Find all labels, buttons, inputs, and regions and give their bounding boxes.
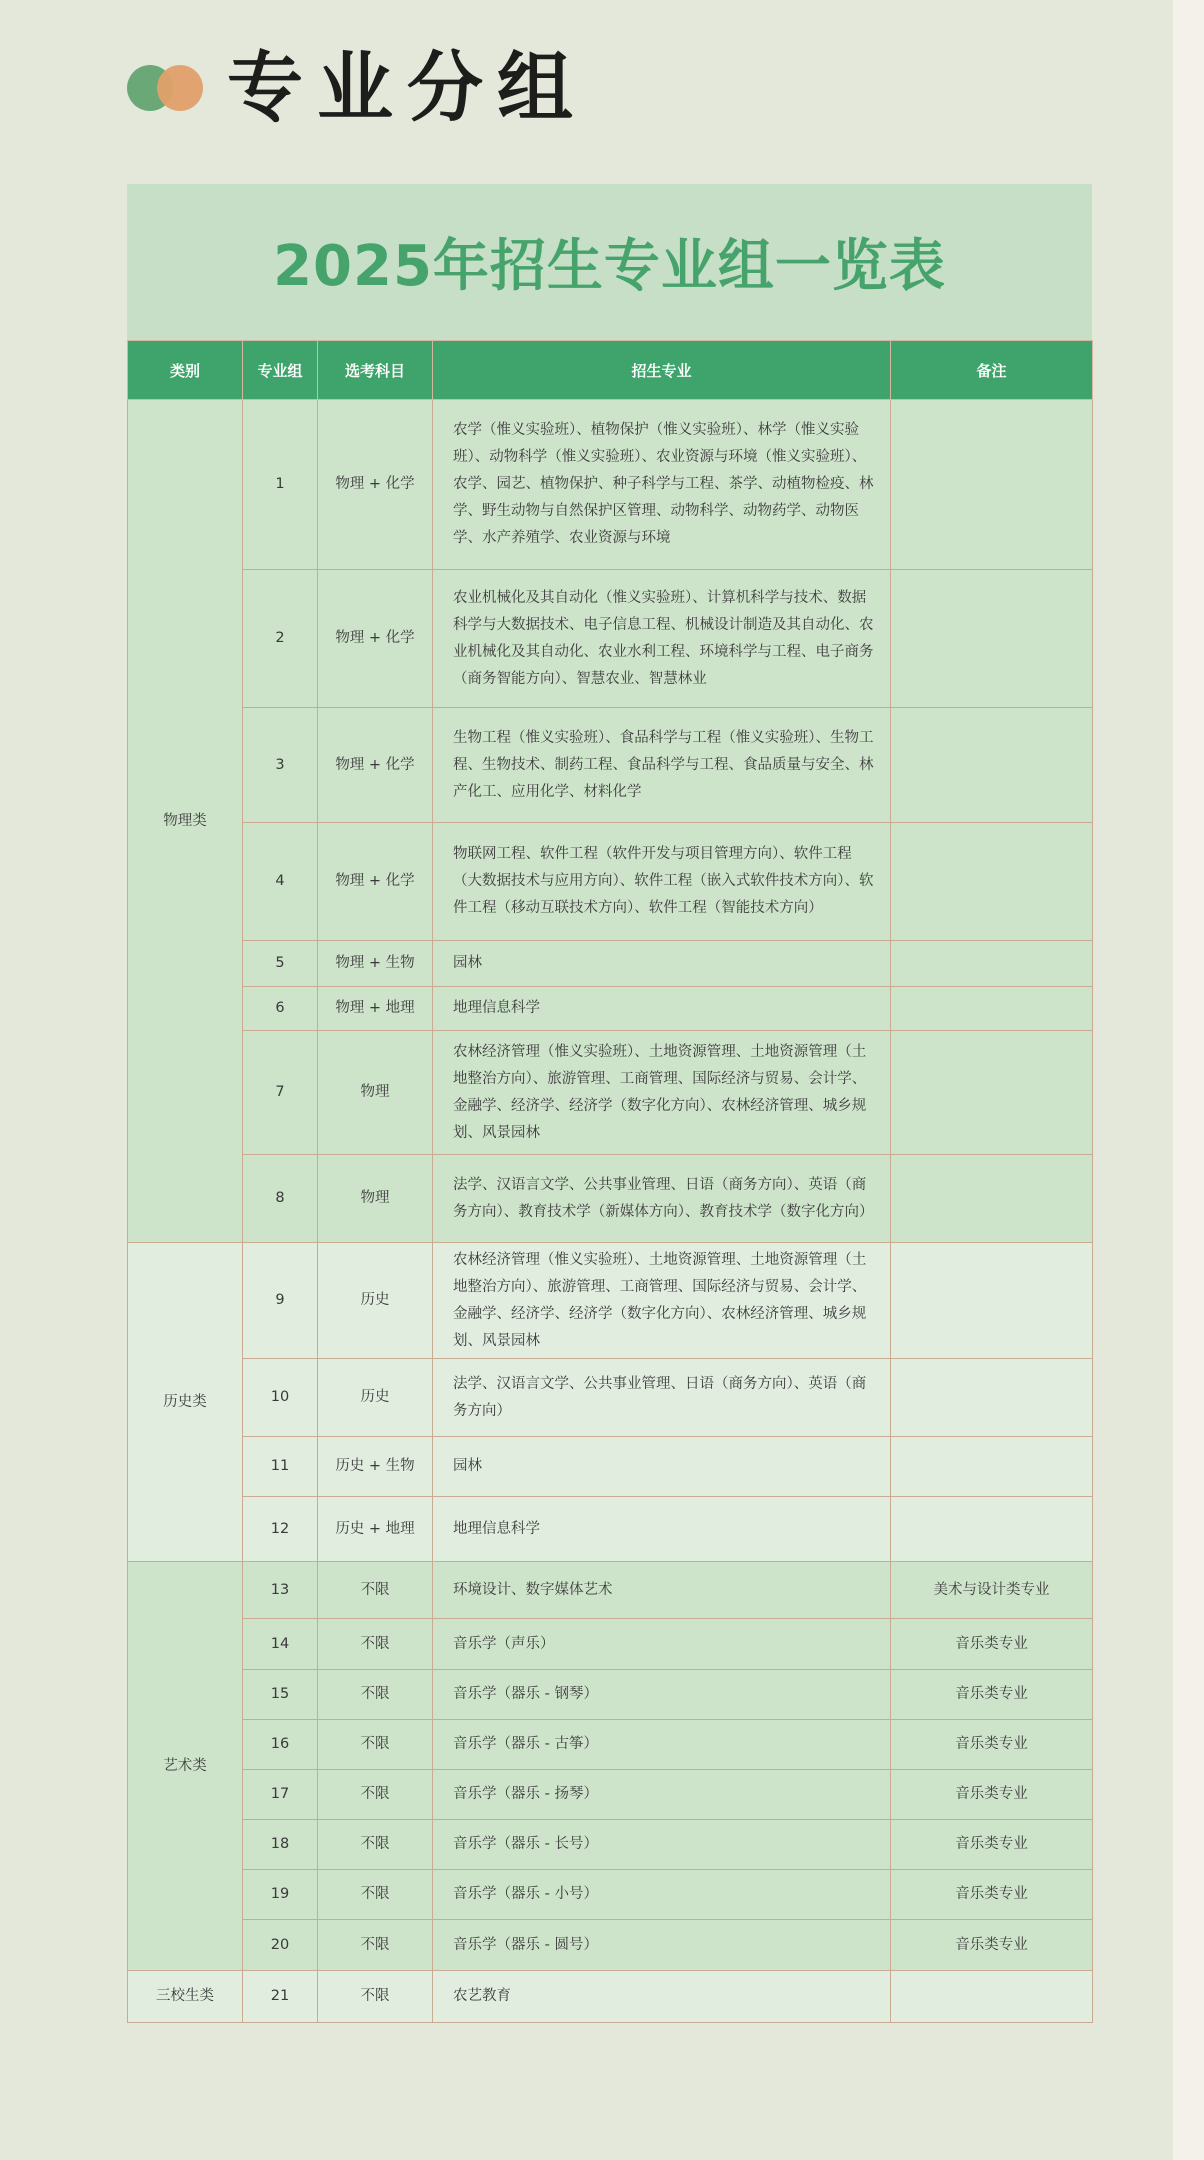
subjects-cell: 历史 + 生物 [318,1437,433,1497]
note-cell [891,941,1093,987]
majors-cell: 农业机械化及其自动化（惟义实验班）、计算机科学与技术、数据科学与大数据技术、电子信息工程、机械设计制造及其自动化、农业机械化及其自动化、农业水利工程、环境科学与工程、电子商务（商务智能方向）、智慧农业、智慧林业 [433,570,891,708]
subjects-cell: 历史 + 地理 [318,1497,433,1562]
note-cell [891,1437,1093,1497]
column-header-group: 专业组 [243,341,318,400]
note-cell [891,1497,1093,1562]
group-number: 13 [243,1562,318,1619]
majors-cell: 生物工程（惟义实验班）、食品科学与工程（惟义实验班）、生物工程、生物技术、制药工程、食品科学与工程、食品质量与安全、林产化工、应用化学、材料化学 [433,708,891,823]
group-number: 5 [243,941,318,987]
group-number: 2 [243,570,318,708]
table-row [128,1497,1093,1562]
subjects-cell: 不限 [318,1619,433,1670]
category-cell-art: 艺术类 [128,1562,243,1971]
table-row [128,1562,1093,1619]
note-cell: 音乐类专业 [891,1720,1093,1770]
table-row [128,1920,1093,1971]
table-row [128,570,1093,708]
table-row [128,823,1093,941]
table-row [128,1820,1093,1870]
majors-cell: 农林经济管理（惟义实验班）、土地资源管理、土地资源管理（土地整治方向）、旅游管理、工商管理、国际经济与贸易、会计学、金融学、经济学、经济学（数字化方向）、农林经济管理、城乡规划、风景园林 [433,1031,891,1155]
table-row [128,1770,1093,1820]
group-number: 9 [243,1243,318,1359]
note-cell: 音乐类专业 [891,1920,1093,1971]
table-header-row [128,341,1093,400]
table-row [128,1870,1093,1920]
group-number: 17 [243,1770,318,1820]
majors-cell: 园林 [433,1437,891,1497]
note-cell [891,1971,1093,2023]
majors-cell: 法学、汉语言文学、公共事业管理、日语（商务方向）、英语（商务方向） [433,1359,891,1437]
subjects-cell: 物理 [318,1031,433,1155]
majors-cell: 音乐学（声乐） [433,1619,891,1670]
table-row [128,1243,1093,1359]
note-cell [891,823,1093,941]
majors-cell: 地理信息科学 [433,1497,891,1562]
table-row [128,400,1093,570]
group-number: 15 [243,1670,318,1720]
group-number: 8 [243,1155,318,1243]
category-cell-history: 历史类 [128,1243,243,1562]
majors-cell: 农艺教育 [433,1971,891,2023]
subjects-cell: 不限 [318,1720,433,1770]
note-cell: 音乐类专业 [891,1770,1093,1820]
subjects-cell: 不限 [318,1870,433,1920]
table-banner [127,184,1092,340]
table-row [128,1670,1093,1720]
note-cell [891,570,1093,708]
group-number: 4 [243,823,318,941]
table-row [128,941,1093,987]
subjects-cell: 物理 + 化学 [318,708,433,823]
subjects-cell: 物理 + 化学 [318,823,433,941]
table-row [128,1619,1093,1670]
note-cell: 音乐类专业 [891,1670,1093,1720]
major-group-table [127,340,1093,2023]
subjects-cell: 历史 [318,1243,433,1359]
note-cell: 音乐类专业 [891,1619,1093,1670]
group-number: 1 [243,400,318,570]
table-row [128,1031,1093,1155]
majors-cell: 音乐学（器乐 - 钢琴） [433,1670,891,1720]
note-cell [891,1155,1093,1243]
subjects-cell: 不限 [318,1562,433,1619]
group-number: 20 [243,1920,318,1971]
table-row [128,1437,1093,1497]
subjects-cell: 不限 [318,1971,433,2023]
note-cell [891,1359,1093,1437]
group-number: 14 [243,1619,318,1670]
majors-cell: 音乐学（器乐 - 小号） [433,1870,891,1920]
group-number: 12 [243,1497,318,1562]
table-title: 2025年招生专业组一览表 [273,234,946,299]
subjects-cell: 不限 [318,1670,433,1720]
group-number: 21 [243,1971,318,2023]
major-group-table-card [127,184,1092,2023]
decorative-dots-icon [127,63,207,113]
table-row [128,708,1093,823]
section-title: 专业分组 [227,43,587,132]
majors-cell: 音乐学（器乐 - 圆号） [433,1920,891,1971]
majors-cell: 园林 [433,941,891,987]
table-row [128,987,1093,1031]
subjects-cell: 历史 [318,1359,433,1437]
subjects-cell: 物理 + 化学 [318,400,433,570]
table-row [128,1720,1093,1770]
majors-cell: 环境设计、数字媒体艺术 [433,1562,891,1619]
majors-cell: 物联网工程、软件工程（软件开发与项目管理方向）、软件工程（大数据技术与应用方向）、软件工程（嵌入式软件技术方向）、软件工程（移动互联技术方向）、软件工程（智能技术方向） [433,823,891,941]
subjects-cell: 物理 + 化学 [318,570,433,708]
majors-cell: 音乐学（器乐 - 长号） [433,1820,891,1870]
note-cell [891,1243,1093,1359]
note-cell [891,1031,1093,1155]
group-number: 7 [243,1031,318,1155]
group-number: 18 [243,1820,318,1870]
subjects-cell: 物理 + 生物 [318,941,433,987]
category-cell-physics: 物理类 [128,400,243,1243]
group-number: 3 [243,708,318,823]
group-number: 16 [243,1720,318,1770]
group-number: 6 [243,987,318,1031]
table-row [128,1155,1093,1243]
group-number: 10 [243,1359,318,1437]
note-cell: 音乐类专业 [891,1820,1093,1870]
orange-dot-icon [157,65,203,111]
column-header-majors: 招生专业 [433,341,891,400]
column-header-category: 类别 [128,341,243,400]
section-heading [127,38,587,138]
table-row [128,1971,1093,2023]
group-number: 11 [243,1437,318,1497]
subjects-cell: 物理 + 地理 [318,987,433,1031]
majors-cell: 地理信息科学 [433,987,891,1031]
subjects-cell: 物理 [318,1155,433,1243]
table-row [128,1359,1093,1437]
majors-cell: 音乐学（器乐 - 古筝） [433,1720,891,1770]
subjects-cell: 不限 [318,1920,433,1971]
subjects-cell: 不限 [318,1770,433,1820]
note-cell [891,708,1093,823]
majors-cell: 法学、汉语言文学、公共事业管理、日语（商务方向）、英语（商务方向）、教育技术学（新媒体方向）、教育技术学（数字化方向） [433,1155,891,1243]
column-header-note: 备注 [891,341,1093,400]
majors-cell: 农林经济管理（惟义实验班）、土地资源管理、土地资源管理（土地整治方向）、旅游管理、工商管理、国际经济与贸易、会计学、金融学、经济学、经济学（数字化方向）、农林经济管理、城乡规划、风景园林 [433,1243,891,1359]
note-cell: 音乐类专业 [891,1870,1093,1920]
note-cell [891,400,1093,570]
majors-cell: 音乐学（器乐 - 扬琴） [433,1770,891,1820]
note-cell: 美术与设计类专业 [891,1562,1093,1619]
column-header-subjects: 选考科目 [318,341,433,400]
category-cell-three-school: 三校生类 [128,1971,243,2023]
note-cell [891,987,1093,1031]
subjects-cell: 不限 [318,1820,433,1870]
group-number: 19 [243,1870,318,1920]
majors-cell: 农学（惟义实验班）、植物保护（惟义实验班）、林学（惟义实验班）、动物科学（惟义实验班）、农业资源与环境（惟义实验班）、农学、园艺、植物保护、种子科学与工程、茶学、动植物检疫、林学、野生动物与自然保护区管理、动物科学、动物药学、动物医学、水产养殖学、农业资源与环境 [433,400,891,570]
